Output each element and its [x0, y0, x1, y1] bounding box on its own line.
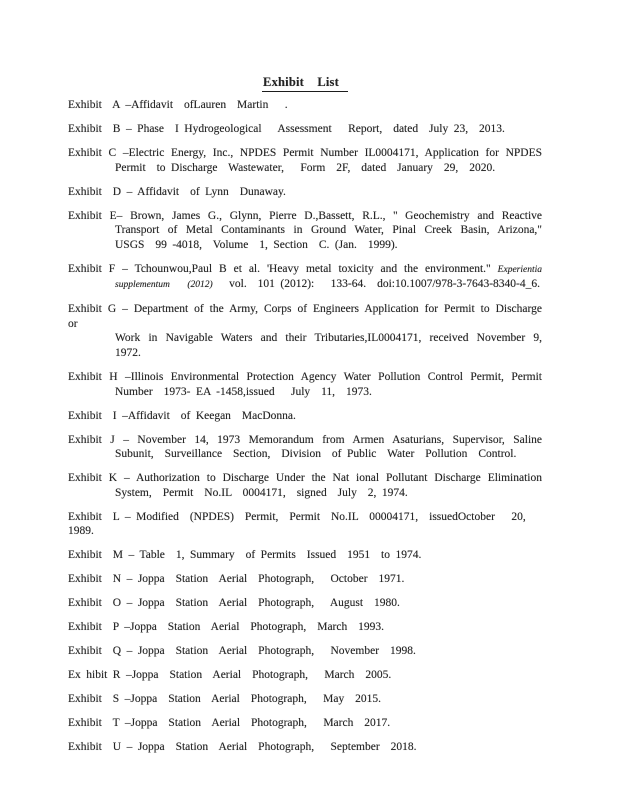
- exhibit-continuation-line: [115, 331, 542, 346]
- exhibit-text-line: [68, 644, 542, 659]
- text-run: Exhibit H –Illinois Environmental Protection Agency Water Pollution Control Permit, Permit: [68, 371, 542, 384]
- text-run: Exhibit P –Joppa Station Aerial Photograph, March 1993.: [68, 621, 385, 634]
- text-run: Transport of Metal Contaminants in Ground Water, Pinal Creek Basin, Arizona,": [115, 224, 542, 237]
- exhibit-entry: [68, 302, 542, 360]
- exhibit-text-line: [68, 510, 542, 539]
- exhibit-text-line: [68, 572, 542, 587]
- exhibit-text-line: [68, 98, 542, 113]
- exhibit-entry: [68, 668, 542, 683]
- text-run: Exhibit U – Joppa Station Aerial Photograph, September 2018.: [68, 741, 417, 754]
- exhibit-entry: [68, 209, 542, 253]
- exhibit-entry: [68, 548, 542, 563]
- exhibit-entry: [68, 644, 542, 659]
- exhibit-entry: [68, 122, 542, 137]
- exhibit-text-line: [68, 716, 542, 731]
- exhibit-entry: [68, 572, 542, 587]
- exhibit-entry: [68, 98, 542, 113]
- text-run: Ex hibit R –Joppa Station Aerial Photograph, March 2005.: [68, 669, 392, 682]
- exhibit-text-line: [68, 185, 542, 200]
- exhibit-entry: [68, 262, 542, 293]
- exhibit-text-line: [68, 122, 542, 137]
- text-run: Exhibit B – Phase I Hydrogeological Assessment Report, dated July 23, 2013.: [68, 122, 505, 135]
- text-run: vol. 101 (2012): 133-64. doi:10.1007/978-3-7643-8340-4_6.: [212, 278, 540, 291]
- text-run: Exhibit A –Affidavit ofLauren Martin .: [68, 99, 288, 111]
- text-run: Work in Navigable Waters and their Tributaries,IL0004171, received November 9,: [115, 332, 542, 345]
- text-run: Number 1973- EA -1458,issued July 11, 1973.: [115, 385, 372, 398]
- document-header: [68, 73, 542, 92]
- text-run: Exhibit J – November 14, 1973 Memorandum from Armen Asaturians, Supervisor, Saline: [68, 433, 542, 446]
- text-run: Subunit, Surveillance Section, Division of Public Water Pollution Control.: [115, 448, 517, 461]
- text-run: Exhibit L – Modified (NPDES) Permit, Permit No.IL 00004171, issuedOctober 20, 1989.: [68, 510, 532, 538]
- exhibit-text-line: [68, 471, 542, 486]
- exhibit-text-line: [68, 370, 542, 385]
- exhibit-continuation-line: [115, 385, 542, 400]
- exhibit-entry: [68, 692, 542, 707]
- exhibit-continuation-line: [115, 161, 542, 176]
- exhibit-entry: [68, 510, 542, 539]
- text-run: System, Permit No.IL 0004171, signed July 2, 1974.: [115, 486, 408, 499]
- exhibit-entry: [68, 471, 542, 500]
- exhibit-text-line: [68, 692, 542, 707]
- text-run: Exhibit G – Department of the Army, Corps of Engineers Application for Permit to Discharge or: [68, 303, 542, 330]
- exhibit-text-line: [68, 209, 542, 224]
- text-run: USGS 99 -4018, Volume 1, Section C. (Jan. 1999).: [115, 238, 398, 251]
- exhibit-entry: [68, 146, 542, 175]
- text-run: Exhibit O – Joppa Station Aerial Photograph, August 1980.: [68, 597, 400, 610]
- exhibit-continuation-line: [115, 277, 542, 293]
- exhibit-text-line: [68, 433, 542, 448]
- exhibit-entry: [68, 716, 542, 731]
- text-run: Exhibit T –Joppa Station Aerial Photograph, March 2017.: [68, 717, 391, 730]
- exhibit-entry: [68, 433, 542, 462]
- exhibit-list: [68, 98, 542, 755]
- text-run: Exhibit S –Joppa Station Aerial Photograph, May 2015.: [68, 693, 382, 706]
- text-run: Exhibit K – Authorization to Discharge Under the Nat ional Pollutant Discharge Elimination: [68, 472, 542, 485]
- exhibit-entry: [68, 620, 542, 635]
- exhibit-continuation-line: [115, 486, 542, 501]
- exhibit-text-line: [68, 548, 542, 563]
- exhibit-continuation-line: [115, 447, 542, 462]
- exhibit-entry: [68, 370, 542, 399]
- italic-citation-text-run: Experientia: [497, 264, 542, 275]
- exhibit-text-line: [68, 620, 542, 635]
- exhibit-text-line: [68, 146, 542, 161]
- exhibit-entry: [68, 596, 542, 611]
- text-run: Exhibit N – Joppa Station Aerial Photograph, October 1971.: [68, 573, 405, 586]
- exhibit-entry: [68, 185, 542, 200]
- exhibit-text-line: [68, 262, 542, 278]
- exhibit-entry: [68, 740, 542, 755]
- text-run: Exhibit M – Table 1, Summary of Permits Issued 1951 to 1974.: [68, 549, 422, 562]
- exhibit-continuation-line: [115, 223, 542, 238]
- italic-citation-text-run: supplementum (2012): [115, 280, 213, 291]
- text-run: Exhibit F – Tchounwou,Paul B et al. 'Heavy metal toxicity and the environment.": [68, 262, 498, 275]
- text-run: Exhibit I –Affidavit of Keegan MacDonna.: [68, 409, 296, 422]
- exhibit-text-line: [68, 409, 542, 424]
- text-run: Exhibit E– Brown, James G., Glynn, Pierre D.,Bassett, R.L., '' Geochemistry and Reactive: [68, 209, 542, 222]
- exhibit-text-line: [68, 596, 542, 611]
- page-title: Exhibit List: [262, 75, 348, 92]
- exhibit-continuation-line: [115, 346, 542, 361]
- text-run: Permit to Discharge Wastewater, Form 2F, dated January 29, 2020.: [115, 161, 496, 174]
- exhibit-text-line: [68, 302, 542, 331]
- exhibit-entry: [68, 409, 542, 424]
- text-run: Exhibit Q – Joppa Station Aerial Photograph, November 1998.: [68, 645, 416, 658]
- exhibit-continuation-line: [115, 238, 542, 253]
- text-run: Exhibit C –Electric Energy, Inc., NPDES Permit Number IL0004171, Application for NPDES: [68, 146, 542, 159]
- exhibit-text-line: [68, 668, 542, 683]
- exhibit-text-line: [68, 740, 542, 755]
- text-run: 1972.: [115, 347, 141, 360]
- text-run: Exhibit D – Affidavit of Lynn Dunaway.: [68, 185, 286, 198]
